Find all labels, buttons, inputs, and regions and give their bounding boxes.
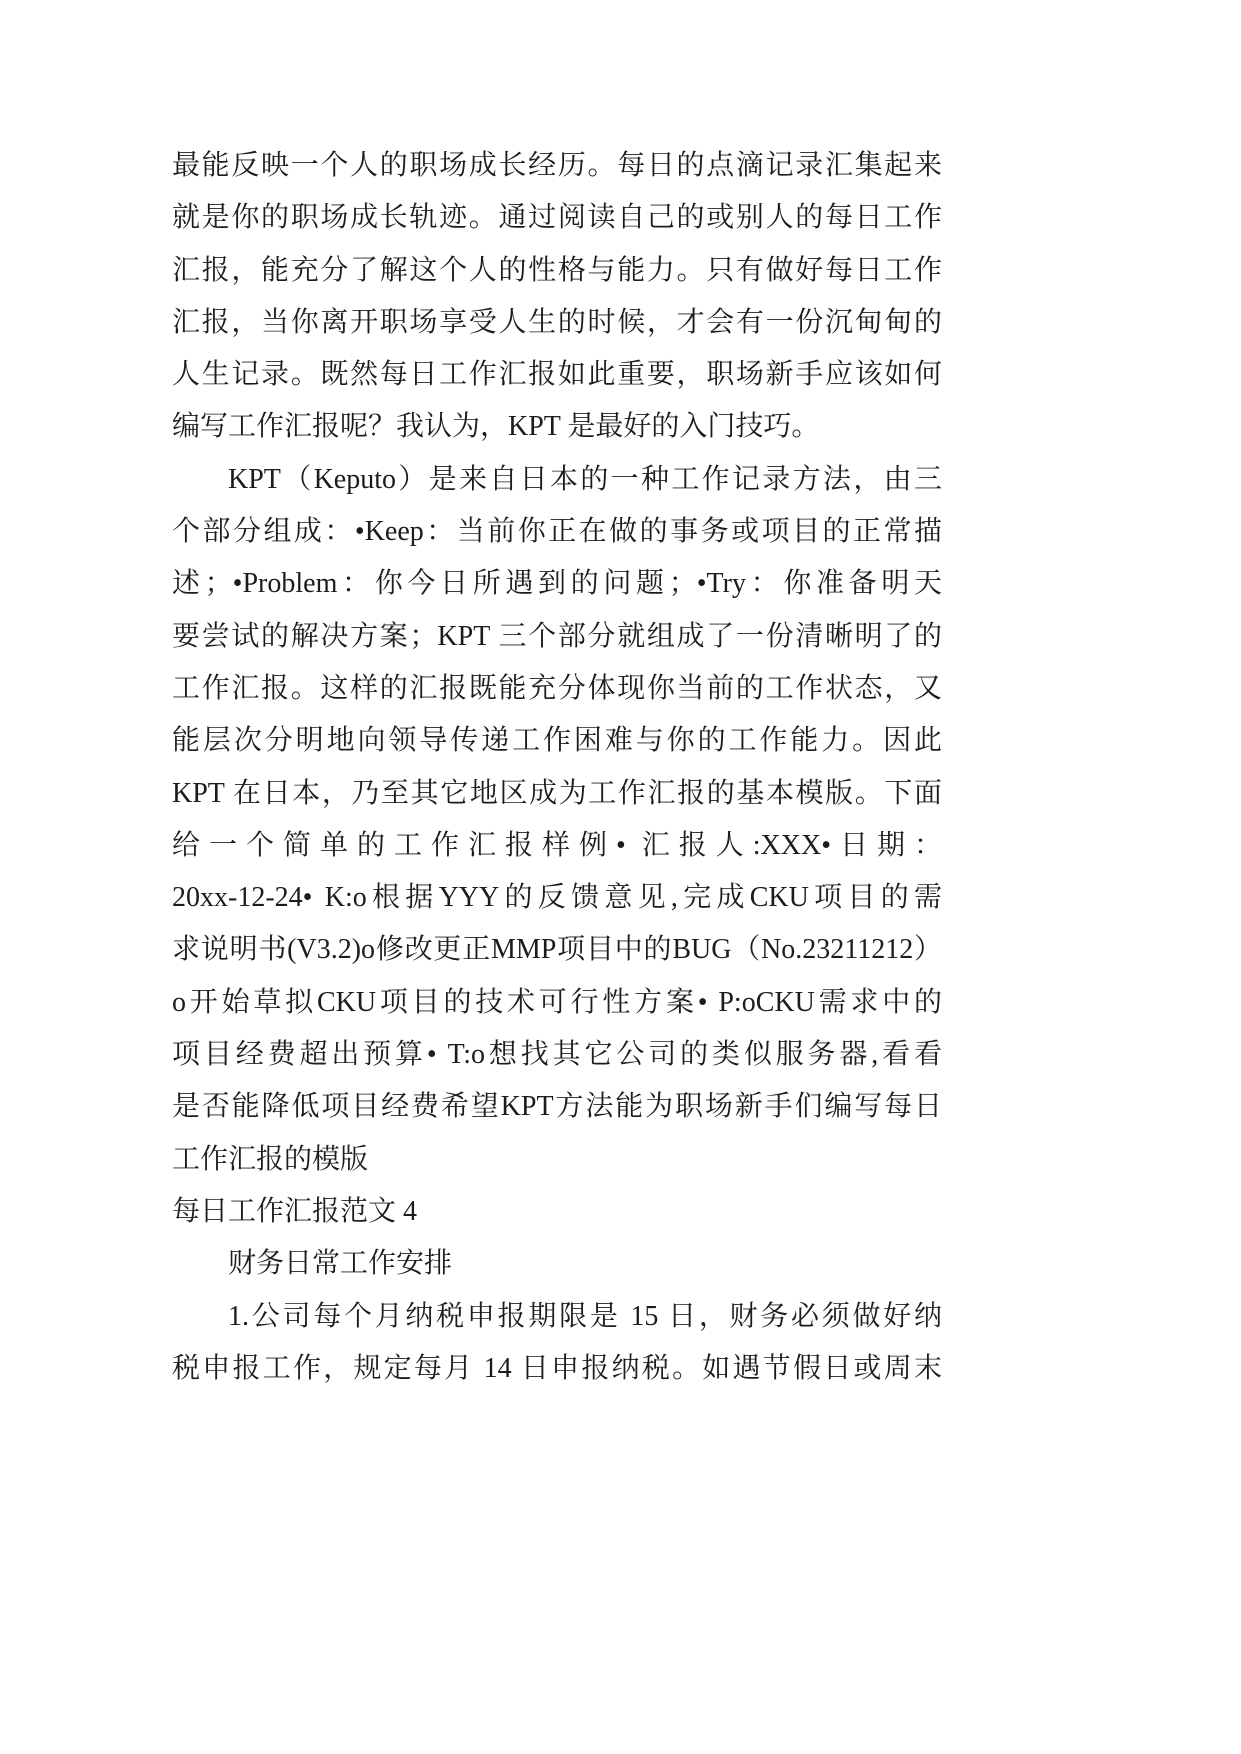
subheading	[172, 1238, 942, 1290]
heading-text: 每日工作汇报范文 4	[172, 1195, 418, 1227]
text-line: 1.公司每个月纳税申报期限是 15 日，财务必须做好纳	[228, 1300, 942, 1332]
text-line: 是否能降低项目经费希望KPT方法能为职场新手们编写每日	[172, 1091, 942, 1123]
text-line: 汇报，当你离开职场享受人生的时候，才会有一份沉甸甸的	[172, 306, 942, 338]
text-line: 个部分组成：•Keep：当前你正在做的事务或项目的正常描	[172, 516, 942, 548]
text-line: 就是你的职场成长轨迹。通过阅读自己的或别人的每日工作	[172, 202, 942, 234]
text-line: 述；•Problem：你今日所遇到的问题；•Try：你准备明天	[172, 568, 942, 600]
text-line: 20xx-12-24• K:o根据YYY的反馈意见,完成CKU项目的需	[172, 882, 942, 914]
text-line: KPT（Keputo）是来自日本的一种工作记录方法，由三	[228, 463, 942, 495]
text-line: 工作汇报的模版	[172, 1143, 369, 1175]
document-body	[172, 140, 942, 1395]
kpt-paragraph	[172, 454, 942, 1186]
text-line: 给一个简单的工作汇报样例• 汇报人:XXX•日期：	[172, 829, 942, 861]
text-line: 项目经费超出预算• T:o想找其它公司的类似服务器,看看	[172, 1039, 942, 1071]
text-line: 汇报，能充分了解这个人的性格与能力。只有做好每日工作	[172, 254, 942, 286]
text-line: 税申报工作，规定每月 14 日申报纳税。如遇节假日或周末	[172, 1352, 942, 1384]
section-heading	[172, 1186, 942, 1238]
subheading-text: 财务日常工作安排	[228, 1248, 453, 1280]
text-line: 要尝试的解决方案；KPT 三个部分就组成了一份清晰明了的	[172, 620, 942, 652]
numbered-item	[172, 1291, 942, 1396]
text-line: o开始草拟CKU项目的技术可行性方案• P:oCKU需求中的	[172, 986, 942, 1018]
text-line: 人生记录。既然每日工作汇报如此重要，职场新手应该如何	[172, 359, 942, 391]
text-line: 编写工作汇报呢？我认为，KPT 是最好的入门技巧。	[172, 411, 820, 443]
text-line: 工作汇报。这样的汇报既能充分体现你当前的工作状态，又	[172, 672, 942, 704]
intro-paragraph	[172, 140, 942, 454]
text-line: KPT 在日本，乃至其它地区成为工作汇报的基本模版。下面	[172, 777, 942, 809]
text-line: 求说明书(V3.2)o修改更正MMP项目中的BUG（No.23211212）	[172, 934, 942, 966]
text-line: 最能反映一个人的职场成长经历。每日的点滴记录汇集起来	[172, 150, 942, 181]
text-line: 能层次分明地向领导传递工作困难与你的工作能力。因此	[172, 725, 942, 757]
